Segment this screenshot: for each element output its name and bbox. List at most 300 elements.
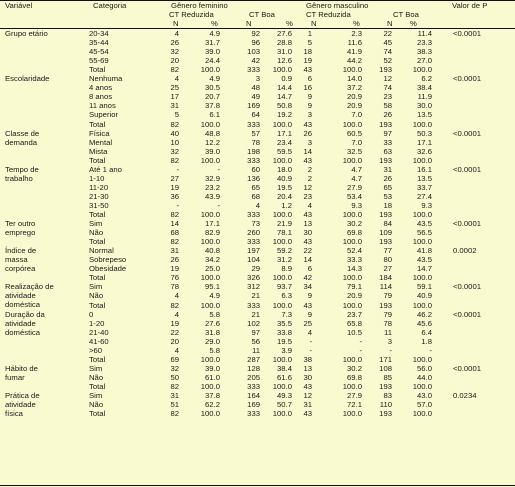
category-cell: Sim xyxy=(89,391,103,400)
value-cell: 65 xyxy=(383,182,392,192)
header-pct-1: % xyxy=(211,19,218,28)
value-cell: 30.2 xyxy=(347,219,362,229)
category-cell: Não xyxy=(89,291,104,301)
group-label: massa xyxy=(5,255,28,265)
value-cell: 83 xyxy=(383,391,392,400)
value-cell: - xyxy=(309,336,312,346)
category-cell: Total xyxy=(89,210,106,219)
value-cell: 53.4 xyxy=(347,191,362,201)
value-cell: 4 xyxy=(307,327,312,337)
value-cell: 40.9 xyxy=(277,173,292,183)
top-rule xyxy=(0,0,515,1)
value-cell: 12 xyxy=(383,74,392,84)
category-cell: Sim xyxy=(89,363,103,373)
category-cell: Física xyxy=(89,128,110,138)
value-cell: 8.9 xyxy=(281,264,292,274)
value-cell: 2 xyxy=(307,164,312,174)
header-gender-male: Gênero masculino xyxy=(306,1,369,10)
category-cell: 20-34 xyxy=(89,29,109,38)
value-cell: 6 xyxy=(307,74,312,84)
value-cell: 333 xyxy=(247,237,260,247)
value-cell: 4 xyxy=(174,74,179,84)
header-n-2: N xyxy=(246,19,252,28)
value-cell: 26 xyxy=(383,110,392,120)
value-cell: 100.0 xyxy=(412,381,432,391)
category-cell: 8 anos xyxy=(89,92,113,102)
value-cell: 97 xyxy=(383,128,392,138)
value-cell: 100.0 xyxy=(342,65,362,75)
value-cell: 136 xyxy=(247,173,260,183)
p-value: <0.0001 xyxy=(453,74,482,84)
value-cell: 59.5 xyxy=(277,146,292,156)
value-cell: 31.8 xyxy=(205,327,220,337)
value-cell: 4 xyxy=(174,345,179,355)
value-cell: 6.1 xyxy=(209,110,220,120)
category-cell: Total xyxy=(89,65,106,75)
value-cell: 193 xyxy=(379,119,392,129)
value-cell: 74 xyxy=(383,83,392,93)
value-cell: 14.3 xyxy=(347,264,362,274)
value-cell: 21.9 xyxy=(277,219,292,229)
value-cell: 333 xyxy=(247,155,260,165)
value-cell: 78 xyxy=(251,137,260,147)
value-cell: 16.1 xyxy=(417,164,432,174)
value-cell: 37.2 xyxy=(347,83,362,93)
p-value: <0.0001 xyxy=(453,128,482,138)
value-cell: 18.0 xyxy=(277,164,292,174)
value-cell: 19 xyxy=(170,318,179,328)
value-cell: 10.5 xyxy=(347,327,362,337)
value-cell: 43 xyxy=(303,155,312,165)
group-label: Duração da xyxy=(5,309,45,319)
value-cell: 32 xyxy=(170,363,179,373)
category-cell: Sim xyxy=(89,282,103,292)
value-cell: 97 xyxy=(251,327,260,337)
value-cell: 11 xyxy=(384,327,392,337)
value-cell: 1 xyxy=(307,29,312,38)
header-pct-2: % xyxy=(286,19,293,28)
value-cell: 43 xyxy=(303,409,312,419)
value-cell: 12.2 xyxy=(205,137,220,147)
header-pct-3: % xyxy=(353,19,360,28)
header-p-value: Valor de P xyxy=(452,1,488,10)
value-cell: 11.9 xyxy=(417,92,432,102)
value-cell: 50.7 xyxy=(277,400,292,410)
value-cell: 4.9 xyxy=(209,291,220,301)
category-cell: Sobrepeso xyxy=(89,255,127,265)
value-cell: 30.5 xyxy=(205,83,220,93)
value-cell: 31 xyxy=(170,391,179,400)
value-cell: 82 xyxy=(170,210,179,219)
value-cell: 59.1 xyxy=(417,282,432,292)
value-cell: 193 xyxy=(379,300,392,310)
category-cell: Sim xyxy=(89,219,103,229)
value-cell: 82 xyxy=(170,65,179,75)
header-ct-good-female: CT Boa xyxy=(249,10,275,19)
value-cell: 31.0 xyxy=(277,47,292,57)
group-label: física xyxy=(5,409,23,418)
category-cell: 41-60 xyxy=(89,336,109,346)
category-cell: 45-54 xyxy=(89,47,109,57)
value-cell: 100.0 xyxy=(342,210,362,219)
p-value: <0.0001 xyxy=(453,219,482,229)
value-cell: 57 xyxy=(251,128,260,138)
value-cell: 79 xyxy=(383,309,392,319)
value-cell: 14.7 xyxy=(277,92,292,102)
value-cell: 20.4 xyxy=(277,191,292,201)
value-cell: 27.4 xyxy=(417,191,432,201)
value-cell: 193 xyxy=(379,155,392,165)
header-variable: Variável xyxy=(5,1,33,10)
value-cell: 36 xyxy=(170,191,179,201)
value-cell: 62.2 xyxy=(205,400,220,410)
value-cell: 85 xyxy=(383,372,392,382)
value-cell: 27.9 xyxy=(347,182,362,192)
value-cell: 100.0 xyxy=(342,155,362,165)
value-cell: 93.7 xyxy=(277,282,292,292)
value-cell: 4 xyxy=(174,29,179,38)
value-cell: 4 xyxy=(174,309,179,319)
value-cell: 79 xyxy=(383,291,392,301)
category-cell: Mista xyxy=(89,146,108,156)
value-cell: 20 xyxy=(170,56,179,66)
value-cell: 27.9 xyxy=(347,391,362,400)
value-cell: 26 xyxy=(303,128,312,138)
value-cell: 100.0 xyxy=(412,354,432,364)
category-cell: 21-40 xyxy=(89,327,109,337)
value-cell: 65 xyxy=(251,182,260,192)
value-cell: 74 xyxy=(383,47,392,57)
value-cell: 48 xyxy=(251,83,260,93)
value-cell: 18 xyxy=(303,47,312,57)
value-cell: 4 xyxy=(307,200,312,210)
value-cell: 9 xyxy=(307,291,312,301)
value-cell: 38.4 xyxy=(277,363,292,373)
group-label: Prática de xyxy=(5,391,40,400)
value-cell: 69.8 xyxy=(347,228,362,238)
value-cell: 19 xyxy=(170,182,179,192)
value-cell: 19.5 xyxy=(277,336,292,346)
value-cell: 169 xyxy=(247,101,260,111)
value-cell: 3 xyxy=(307,137,312,147)
header-category: Categoria xyxy=(93,1,127,10)
category-cell: Nenhuma xyxy=(89,74,123,84)
value-cell: 73 xyxy=(251,219,260,229)
value-cell: 17.1 xyxy=(205,219,220,229)
value-cell: 68 xyxy=(170,228,179,238)
value-cell: 23.2 xyxy=(205,182,220,192)
value-cell: 80 xyxy=(383,255,392,265)
value-cell: 27 xyxy=(170,173,179,183)
value-cell: 82 xyxy=(170,237,179,247)
value-cell: 6.3 xyxy=(281,291,292,301)
value-cell: 3 xyxy=(387,336,392,346)
value-cell: 48.8 xyxy=(205,128,220,138)
value-cell: 3.9 xyxy=(281,345,292,355)
value-cell: 43 xyxy=(303,381,312,391)
value-cell: 23.3 xyxy=(417,38,432,48)
value-cell: - xyxy=(176,164,179,174)
value-cell: - xyxy=(359,345,362,355)
value-cell: 312 xyxy=(247,282,260,292)
value-cell: 92 xyxy=(251,29,260,38)
value-cell: 69.8 xyxy=(347,372,362,382)
p-value: <0.0001 xyxy=(453,282,482,292)
value-cell: 5 xyxy=(174,110,179,120)
value-cell: 100.0 xyxy=(342,273,362,283)
value-cell: 128 xyxy=(247,363,260,373)
value-cell: 50.8 xyxy=(277,101,292,111)
value-cell: 17.1 xyxy=(417,137,432,147)
value-cell: 102 xyxy=(247,318,260,328)
category-cell: Total xyxy=(89,273,106,283)
value-cell: 100.0 xyxy=(412,210,432,219)
value-cell: 103 xyxy=(247,47,260,57)
value-cell: 19 xyxy=(170,264,179,274)
value-cell: 30 xyxy=(303,228,312,238)
value-cell: - xyxy=(309,345,312,355)
category-cell: Total xyxy=(89,119,106,129)
bottom-rule xyxy=(0,485,515,486)
value-cell: 16 xyxy=(303,83,312,93)
group-label: Realização de xyxy=(5,282,54,292)
value-cell: 50.3 xyxy=(417,128,432,138)
value-cell: 104 xyxy=(247,255,260,265)
value-cell: 4.9 xyxy=(209,29,220,38)
value-cell: 9 xyxy=(307,101,312,111)
value-cell: 34 xyxy=(303,282,312,292)
category-cell: 11-20 xyxy=(89,182,109,192)
value-cell: 41.8 xyxy=(417,246,432,256)
value-cell: 26 xyxy=(383,173,392,183)
value-cell: 78 xyxy=(170,282,179,292)
value-cell: 51 xyxy=(170,400,179,410)
value-cell: 6 xyxy=(307,264,312,274)
category-cell: Não xyxy=(89,372,104,382)
category-cell: Total xyxy=(89,300,106,310)
value-cell: 63 xyxy=(383,146,392,156)
value-cell: 9.3 xyxy=(421,200,432,210)
value-cell: 100.0 xyxy=(272,273,292,283)
value-cell: 49 xyxy=(251,92,260,102)
category-cell: 11 anos xyxy=(89,101,116,111)
value-cell: 43.9 xyxy=(205,191,220,201)
value-cell: 333 xyxy=(247,409,260,419)
value-cell: 31.2 xyxy=(277,255,292,265)
value-cell: 52 xyxy=(383,56,392,66)
value-cell: 59.2 xyxy=(277,246,292,256)
value-cell: 25.0 xyxy=(205,264,220,274)
value-cell: 100.0 xyxy=(412,237,432,247)
value-cell: 32 xyxy=(170,146,179,156)
value-cell: 23 xyxy=(383,92,392,102)
category-cell: 55-69 xyxy=(89,56,109,66)
value-cell: 197 xyxy=(247,246,260,256)
category-cell: Não xyxy=(89,228,104,238)
value-cell: 100.0 xyxy=(200,381,220,391)
value-cell: 42 xyxy=(251,56,260,66)
value-cell: 20.9 xyxy=(347,92,362,102)
value-cell: 25 xyxy=(170,83,179,93)
value-cell: 4 xyxy=(255,200,260,210)
value-cell: 7.3 xyxy=(281,309,292,319)
value-cell: 23 xyxy=(303,191,312,201)
value-cell: 43.5 xyxy=(417,219,432,229)
value-cell: 68 xyxy=(251,191,260,201)
value-cell: 30.0 xyxy=(417,101,432,111)
value-cell: 164 xyxy=(247,391,260,400)
value-cell: 40.8 xyxy=(205,246,220,256)
header-pct-4: % xyxy=(410,19,417,28)
value-cell: 61.6 xyxy=(277,372,292,382)
value-cell: 69 xyxy=(170,354,179,364)
value-cell: 22 xyxy=(170,327,179,337)
category-cell: Total xyxy=(89,155,106,165)
value-cell: 42 xyxy=(303,273,312,283)
value-cell: 27.0 xyxy=(417,56,432,66)
value-cell: 14 xyxy=(303,255,312,265)
value-cell: 100.0 xyxy=(272,237,292,247)
value-cell: 100.0 xyxy=(342,409,362,419)
value-cell: 32.6 xyxy=(417,146,432,156)
value-cell: 26 xyxy=(170,255,179,265)
value-cell: 5 xyxy=(307,38,312,48)
value-cell: 84 xyxy=(383,219,392,229)
value-cell: 21 xyxy=(251,309,260,319)
value-cell: 43 xyxy=(303,119,312,129)
value-cell: 0.9 xyxy=(281,74,292,84)
value-cell: 13.5 xyxy=(417,173,432,183)
group-label: Classe de xyxy=(5,128,40,138)
value-cell: 22 xyxy=(303,246,312,256)
value-cell: 4.7 xyxy=(351,173,362,183)
category-cell: Superior xyxy=(89,110,119,120)
value-cell: 333 xyxy=(247,381,260,391)
group-label: trabalho xyxy=(5,173,33,183)
value-cell: 100.0 xyxy=(272,354,292,364)
header-ct-good-male: CT Boa xyxy=(393,10,419,19)
category-cell: Até 1 ano xyxy=(89,164,122,174)
value-cell: 11 xyxy=(252,345,260,355)
value-cell: 100.0 xyxy=(200,237,220,247)
value-cell: 9.3 xyxy=(351,200,362,210)
value-cell: 100.0 xyxy=(200,354,220,364)
value-cell: 32.5 xyxy=(347,146,362,156)
value-cell: 41.9 xyxy=(347,47,362,57)
value-cell: 205 xyxy=(247,372,260,382)
value-cell: 95.1 xyxy=(205,282,220,292)
value-cell: 72.1 xyxy=(347,400,362,410)
value-cell: 110 xyxy=(379,400,392,410)
value-cell: 12 xyxy=(303,391,312,400)
value-cell: 82 xyxy=(170,119,179,129)
value-cell: 4.7 xyxy=(351,164,362,174)
value-cell: 49.3 xyxy=(277,391,292,400)
category-cell: Total xyxy=(89,409,106,419)
category-cell: 4 anos xyxy=(89,83,113,93)
value-cell: 39.0 xyxy=(205,47,220,57)
p-value: <0.0001 xyxy=(453,164,482,174)
value-cell: 78.1 xyxy=(277,228,292,238)
value-cell: 193 xyxy=(379,381,392,391)
value-cell: 26 xyxy=(170,38,179,48)
value-cell: 39.0 xyxy=(205,146,220,156)
value-cell: 23.7 xyxy=(347,309,362,319)
value-cell: 43 xyxy=(303,300,312,310)
value-cell: 33.8 xyxy=(277,327,292,337)
value-cell: 100.0 xyxy=(272,155,292,165)
value-cell: 13.5 xyxy=(417,110,432,120)
value-cell: 100.0 xyxy=(342,381,362,391)
category-cell: Obesidade xyxy=(89,264,127,274)
group-label: doméstica xyxy=(5,327,41,337)
value-cell: 326 xyxy=(247,273,260,283)
header-ct-reduced-female: CT Reduzida xyxy=(169,10,214,19)
value-cell: 19.2 xyxy=(277,110,292,120)
group-label: Escolaridade xyxy=(5,74,50,84)
value-cell: 37.8 xyxy=(205,101,220,111)
value-cell: 43.0 xyxy=(417,391,432,400)
value-cell: 79.1 xyxy=(347,282,362,292)
group-label: Tempo de xyxy=(5,164,39,174)
value-cell: 31 xyxy=(170,246,179,256)
value-cell: 56.5 xyxy=(417,228,432,238)
header-n-1: N xyxy=(173,19,179,28)
group-label: demanda xyxy=(5,137,38,147)
value-cell: 32 xyxy=(170,47,179,57)
value-cell: 1.2 xyxy=(281,200,292,210)
value-cell: 100.0 xyxy=(200,155,220,165)
value-cell: 6.4 xyxy=(421,327,432,337)
value-cell: 171 xyxy=(379,354,392,364)
value-cell: 82 xyxy=(170,381,179,391)
value-cell: 1.8 xyxy=(421,336,432,346)
value-cell: 50 xyxy=(170,372,179,382)
value-cell: 22 xyxy=(383,29,392,38)
value-cell: 100.0 xyxy=(200,300,220,310)
value-cell: 38.4 xyxy=(417,83,432,93)
value-cell: 21 xyxy=(251,291,260,301)
value-cell: 14.0 xyxy=(347,74,362,84)
category-cell: 0 xyxy=(89,309,94,319)
value-cell: 3 xyxy=(255,74,260,84)
value-cell: 100.0 xyxy=(200,210,220,219)
value-cell: 14.7 xyxy=(417,264,432,274)
group-label: atividade xyxy=(5,400,36,409)
group-label: Hábito de xyxy=(5,363,38,373)
value-cell: 43 xyxy=(303,65,312,75)
value-cell: 35.5 xyxy=(277,318,292,328)
value-cell: 9 xyxy=(307,92,312,102)
value-cell: 57.0 xyxy=(417,400,432,410)
value-cell: 333 xyxy=(247,300,260,310)
value-cell: 193 xyxy=(379,210,392,219)
value-cell: 169 xyxy=(247,400,260,410)
value-cell: 31 xyxy=(383,164,392,174)
value-cell: 60.5 xyxy=(347,128,362,138)
value-cell: 56 xyxy=(251,336,260,346)
value-cell: 17 xyxy=(170,92,179,102)
group-label: corpórea xyxy=(5,264,36,274)
value-cell: 31 xyxy=(303,400,312,410)
value-cell: 100.0 xyxy=(412,155,432,165)
group-label: fumar xyxy=(5,372,25,382)
value-cell: 9 xyxy=(307,309,312,319)
value-cell: 18 xyxy=(383,200,392,210)
value-cell: 100.0 xyxy=(342,119,362,129)
value-cell: 100.0 xyxy=(272,210,292,219)
value-cell: 100.0 xyxy=(200,119,220,129)
